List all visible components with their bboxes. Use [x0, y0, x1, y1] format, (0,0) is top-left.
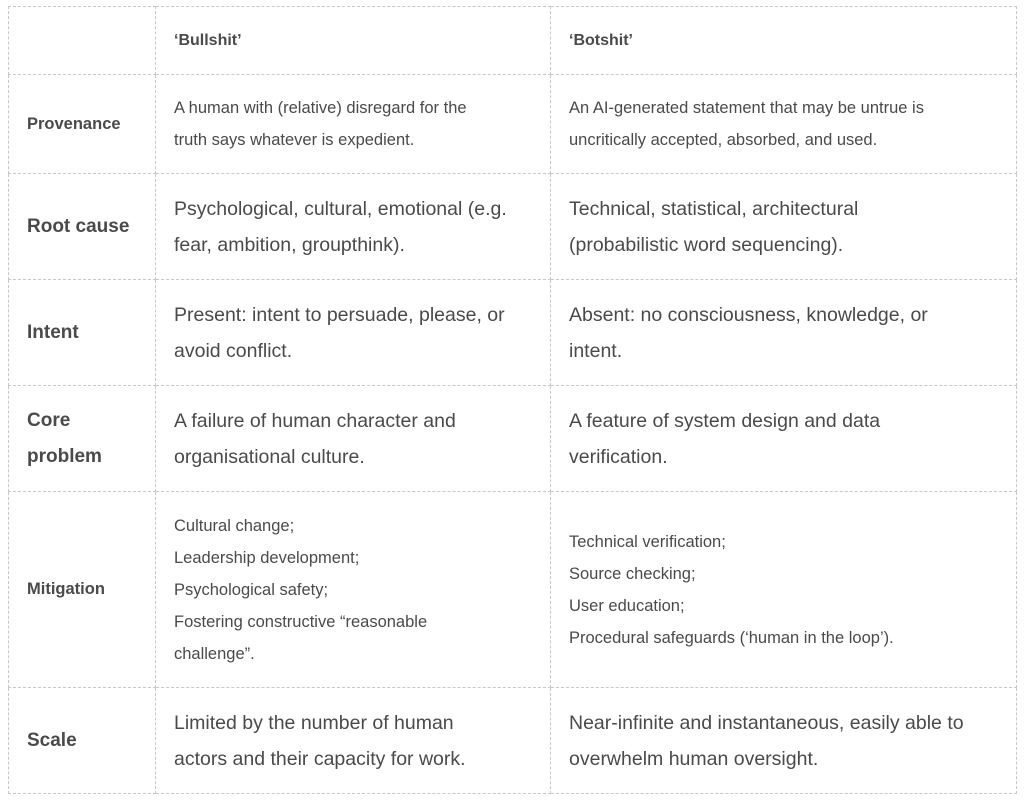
row-label-line: Intent [27, 321, 79, 343]
cell-line: Psychological, cultural, emotional (e.g. [174, 197, 507, 220]
cell-botshit-root-cause [551, 174, 1017, 280]
cell-botshit-core-problem [551, 386, 1017, 492]
cell-line: Source checking; [569, 564, 696, 583]
corner-cell [9, 7, 156, 75]
cell-line: actors and their capacity for work. [174, 747, 466, 770]
cell-line: (probabilistic word sequencing). [569, 233, 844, 256]
cell-bullshit-core-problem [156, 386, 551, 492]
header-row [9, 7, 1017, 75]
cell-bullshit-root-cause [156, 174, 551, 280]
cell-botshit-provenance [551, 75, 1017, 174]
cell-line: Technical verification; [569, 532, 726, 551]
comparison-table [8, 6, 1017, 794]
cell-line: A failure of human character and [174, 409, 456, 432]
cell-line: uncritically accepted, absorbed, and used. [569, 131, 878, 149]
cell-line: organisational culture. [174, 445, 365, 468]
cell-line: A feature of system design and data [569, 409, 881, 432]
table-row-provenance [9, 75, 1017, 174]
table-row-intent [9, 280, 1017, 386]
row-label-intent [9, 280, 156, 386]
cell-botshit-mitigation [551, 492, 1017, 688]
table-row-root-cause [9, 174, 1017, 280]
row-label-line: Root cause [27, 215, 130, 237]
cell-line: Procedural safeguards (‘human in the loop’). [569, 628, 894, 647]
row-label-scale [9, 688, 156, 794]
table-row-core-problem [9, 386, 1017, 492]
cell-line: A human with (relative) disregard for the [174, 99, 467, 117]
cell-line: fear, ambition, groupthink). [174, 233, 405, 256]
row-label-core-problem [9, 386, 156, 492]
cell-bullshit-intent [156, 280, 551, 386]
table-row-scale [9, 688, 1017, 794]
cell-bullshit-mitigation [156, 492, 551, 688]
cell-bullshit-provenance [156, 75, 551, 174]
cell-line: Leadership development; [174, 548, 360, 567]
column-header-botshit: ‘Botshit’ [551, 7, 1017, 75]
cell-line: Fostering constructive “reasonable [174, 612, 428, 631]
cell-line: avoid conflict. [174, 339, 293, 362]
cell-line: challenge”. [174, 644, 255, 663]
row-label-line: Provenance [27, 114, 121, 133]
cell-line: Technical, statistical, architectural [569, 197, 859, 220]
row-label-mitigation [9, 492, 156, 688]
cell-line: User education; [569, 596, 685, 615]
cell-line: intent. [569, 339, 623, 362]
column-header-bullshit: ‘Bullshit’ [156, 7, 551, 75]
row-label-line: Mitigation [27, 580, 105, 598]
cell-line: Cultural change; [174, 516, 295, 535]
cell-bullshit-scale [156, 688, 551, 794]
row-label-line: problem [27, 445, 102, 467]
cell-line: Psychological safety; [174, 580, 329, 599]
cell-line: Absent: no consciousness, knowledge, or [569, 303, 928, 326]
row-label-root-cause [9, 174, 156, 280]
cell-line: verification. [569, 445, 668, 468]
cell-line: truth says whatever is expedient. [174, 131, 415, 149]
row-label-provenance [9, 75, 156, 174]
row-label-line: Scale [27, 729, 77, 751]
cell-line: Near-infinite and instantaneous, easily able to [569, 711, 964, 734]
cell-line: An AI-generated statement that may be untrue is [569, 99, 924, 117]
row-label-line: Core [27, 409, 71, 431]
table-row-mitigation [9, 492, 1017, 688]
cell-botshit-intent [551, 280, 1017, 386]
cell-line: Limited by the number of human [174, 711, 454, 734]
cell-botshit-scale [551, 688, 1017, 794]
cell-line: Present: intent to persuade, please, or [174, 303, 505, 326]
cell-line: overwhelm human oversight. [569, 747, 819, 770]
